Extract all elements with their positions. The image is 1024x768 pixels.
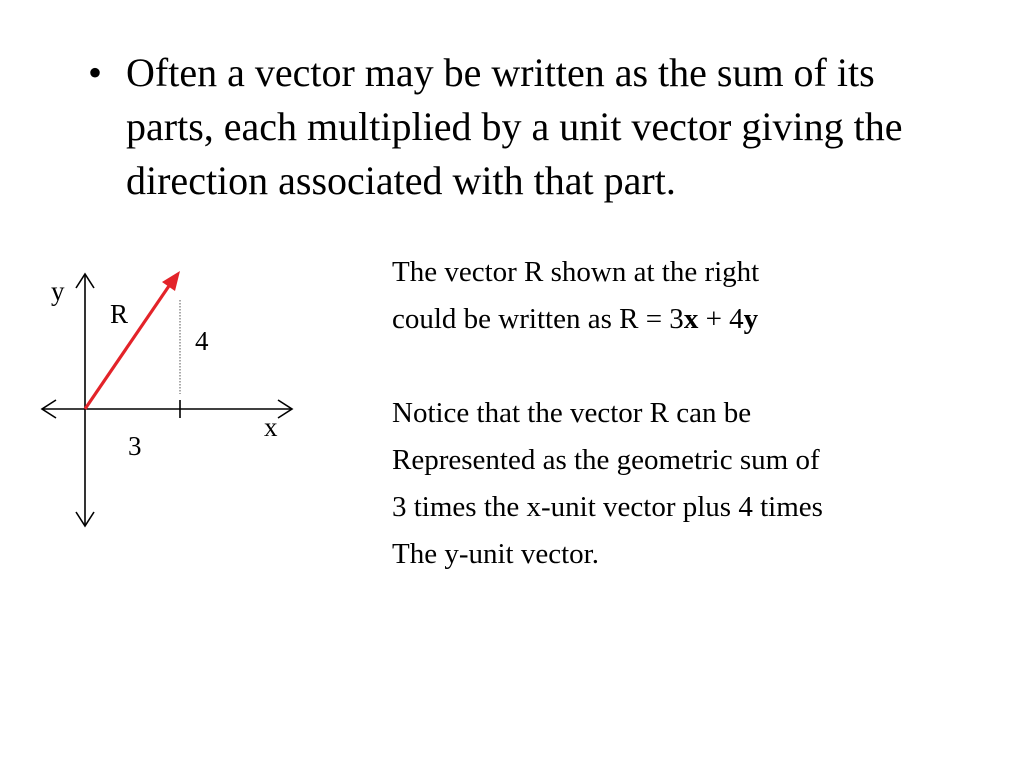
side-line-2 (392, 296, 759, 343)
y-unit-symbol: y (743, 303, 759, 335)
para2-line-1: Notice that the vector R can be (392, 397, 752, 429)
para2-line-4: The y-unit vector. (392, 538, 599, 570)
bullet-symbol: • (88, 50, 103, 95)
vector-equation-paragraph (392, 249, 759, 343)
para2-line-2: Represented as the geometric sum of (392, 444, 820, 476)
y-axis-label: y (51, 276, 65, 306)
x-axis-label: x (264, 412, 278, 442)
bullet-text: Often a vector may be written as the sum of its parts, each multiplied by a unit vector giving the direction associated with that part. (126, 50, 903, 203)
geometric-sum-paragraph (392, 390, 823, 578)
para2-line-3: 3 times the x-unit vector plus 4 times (392, 491, 823, 523)
equation-mid: + 4 (698, 303, 744, 335)
x-unit-symbol: x (683, 303, 699, 335)
y-component-label: 4 (195, 326, 209, 356)
vector-r-arrowhead (162, 271, 180, 291)
side-line-1: The vector R shown at the right (392, 256, 760, 288)
vector-r-label: R (110, 299, 129, 329)
x-component-label: 3 (128, 431, 142, 461)
equation-prefix: could be written as R = 3 (392, 303, 684, 335)
